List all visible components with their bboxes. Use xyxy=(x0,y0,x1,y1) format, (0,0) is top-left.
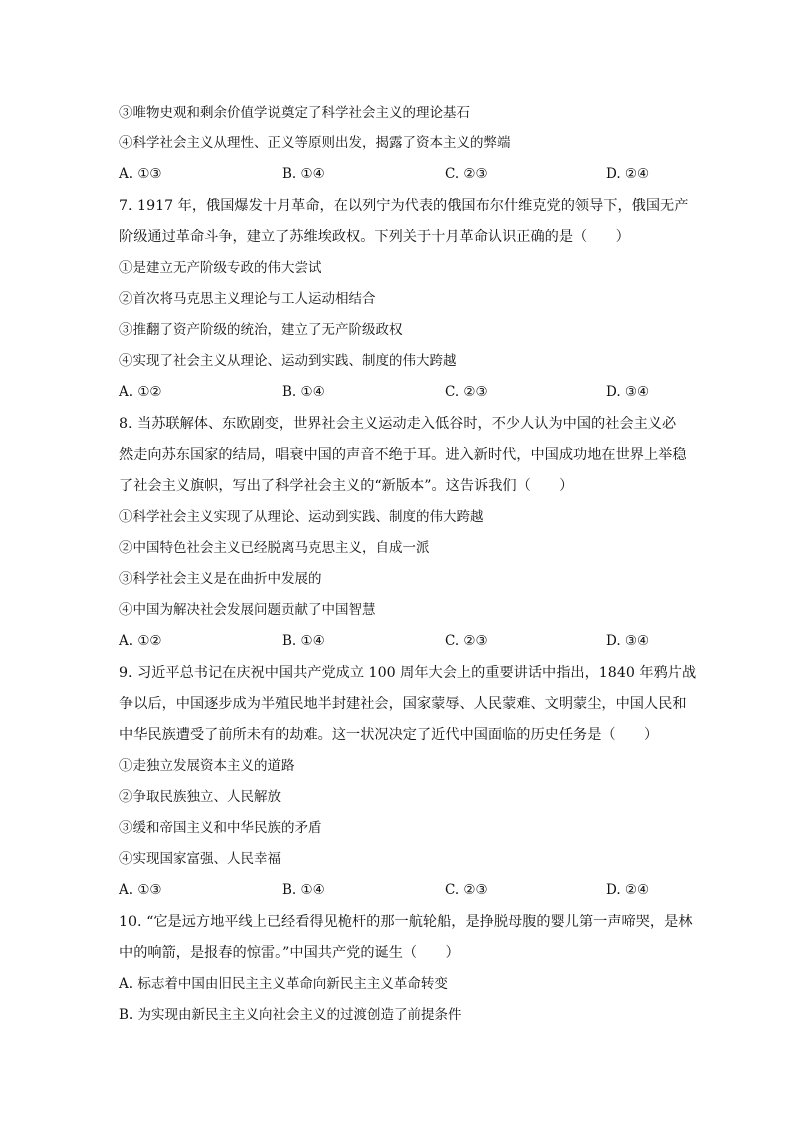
q7-option-d: D. ③④ xyxy=(606,384,650,400)
q7-option-a: A. ①② xyxy=(119,384,162,400)
q10-choice-b: B. 为实现由新民主主义向社会主义的过渡创造了前提条件 xyxy=(119,1007,462,1023)
q9-option-b: B. ①④ xyxy=(282,882,325,898)
q8-option-c: C. ②③ xyxy=(445,633,488,649)
q9-item-4: ④实现国家富强、人民幸福 xyxy=(119,851,281,867)
option-d: D. ②④ xyxy=(606,166,650,182)
q8-option-a: A. ①② xyxy=(119,633,162,649)
q9-stem-line-2: 争以后，中国逐步成为半殖民地半封建社会，国家蒙辱、人民蒙难、文明蒙尘，中国人民和 xyxy=(119,696,687,712)
q8-item-4: ④中国为解决社会发展问题贡献了中国智慧 xyxy=(119,602,376,618)
q7-option-b: B. ①④ xyxy=(282,384,325,400)
q7-stem-line-1: 7. 1917 年，俄国爆发十月革命，在以列宁为代表的俄国布尔什维克党的领导下，俄国无产 xyxy=(119,198,689,214)
q8-stem-line-3: 了社会主义旗帜，写出了科学社会主义的“新版本”。这告诉我们（ ） xyxy=(119,478,574,494)
q7-item-3: ③推翻了资产阶级的统治，建立了无产阶级政权 xyxy=(119,322,403,338)
q9-option-a: A. ①③ xyxy=(119,882,162,898)
q10-stem-line-1: 10. “它是远方地平线上已经看得见桅杆的那一航轮船，是挣脱母腹的婴儿第一声啼哭，是林 xyxy=(119,914,693,930)
option-c: C. ②③ xyxy=(445,166,488,182)
q7-stem-line-2: 阶级通过革命斗争，建立了苏维埃政权。下列关于十月革命认识正确的是（ ） xyxy=(119,229,630,245)
q10-choice-a: A. 标志着中国由旧民主主义革命向新民主主义革命转变 xyxy=(119,976,448,992)
q8-item-1: ①科学社会主义实现了从理论、运动到实践、制度的伟大跨越 xyxy=(119,509,484,525)
q8-stem-line-2: 然走向苏东国家的结局，唱衰中国的声音不绝于耳。进入新时代，中国成功地在世界上举稳 xyxy=(119,447,687,463)
q7-item-2: ②首次将马克思主义理论与工人运动相结合 xyxy=(119,291,376,307)
q9-item-3: ③缓和帝国主义和中华民族的矛盾 xyxy=(119,820,322,836)
q8-option-d: D. ③④ xyxy=(606,633,650,649)
q8-stem-line-1: 8. 当苏联解体、东欧剧变，世界社会主义运动走入低谷时，不少人认为中国的社会主义必 xyxy=(119,416,677,432)
q9-stem-line-1: 9. 习近平总书记在庆祝中国共产党成立 100 周年大会上的重要讲话中指出，1840 年鸦片战 xyxy=(119,665,697,681)
q8-item-3: ③科学社会主义是在曲折中发展的 xyxy=(119,571,322,587)
q9-option-c: C. ②③ xyxy=(445,882,488,898)
q7-item-1: ①是建立无产阶级专政的伟大尝试 xyxy=(119,260,322,276)
q9-stem-line-3: 中华民族遭受了前所未有的劫难。这一状况决定了近代中国面临的历史任务是（ ） xyxy=(119,727,659,743)
item-3: ③唯物史观和剩余价值学说奠定了科学社会主义的理论基石 xyxy=(119,105,470,121)
q7-item-4: ④实现了社会主义从理论、运动到实践、制度的伟大跨越 xyxy=(119,353,457,369)
q8-option-b: B. ①④ xyxy=(282,633,325,649)
item-4: ④科学社会主义从理性、正义等原则出发，揭露了资本主义的弊端 xyxy=(119,135,511,151)
q9-item-1: ①走独立发展资本主义的道路 xyxy=(119,758,295,774)
q9-option-d: D. ②④ xyxy=(606,882,650,898)
q10-stem-line-2: 中的响箭，是报春的惊雷。”中国共产党的诞生（ ） xyxy=(119,945,460,961)
option-a: A. ①③ xyxy=(119,166,162,182)
q7-option-c: C. ②③ xyxy=(445,384,488,400)
q8-item-2: ②中国特色社会主义已经脱离马克思主义，自成一派 xyxy=(119,540,430,556)
q9-item-2: ②争取民族独立、人民解放 xyxy=(119,789,281,805)
option-b: B. ①④ xyxy=(282,166,325,182)
